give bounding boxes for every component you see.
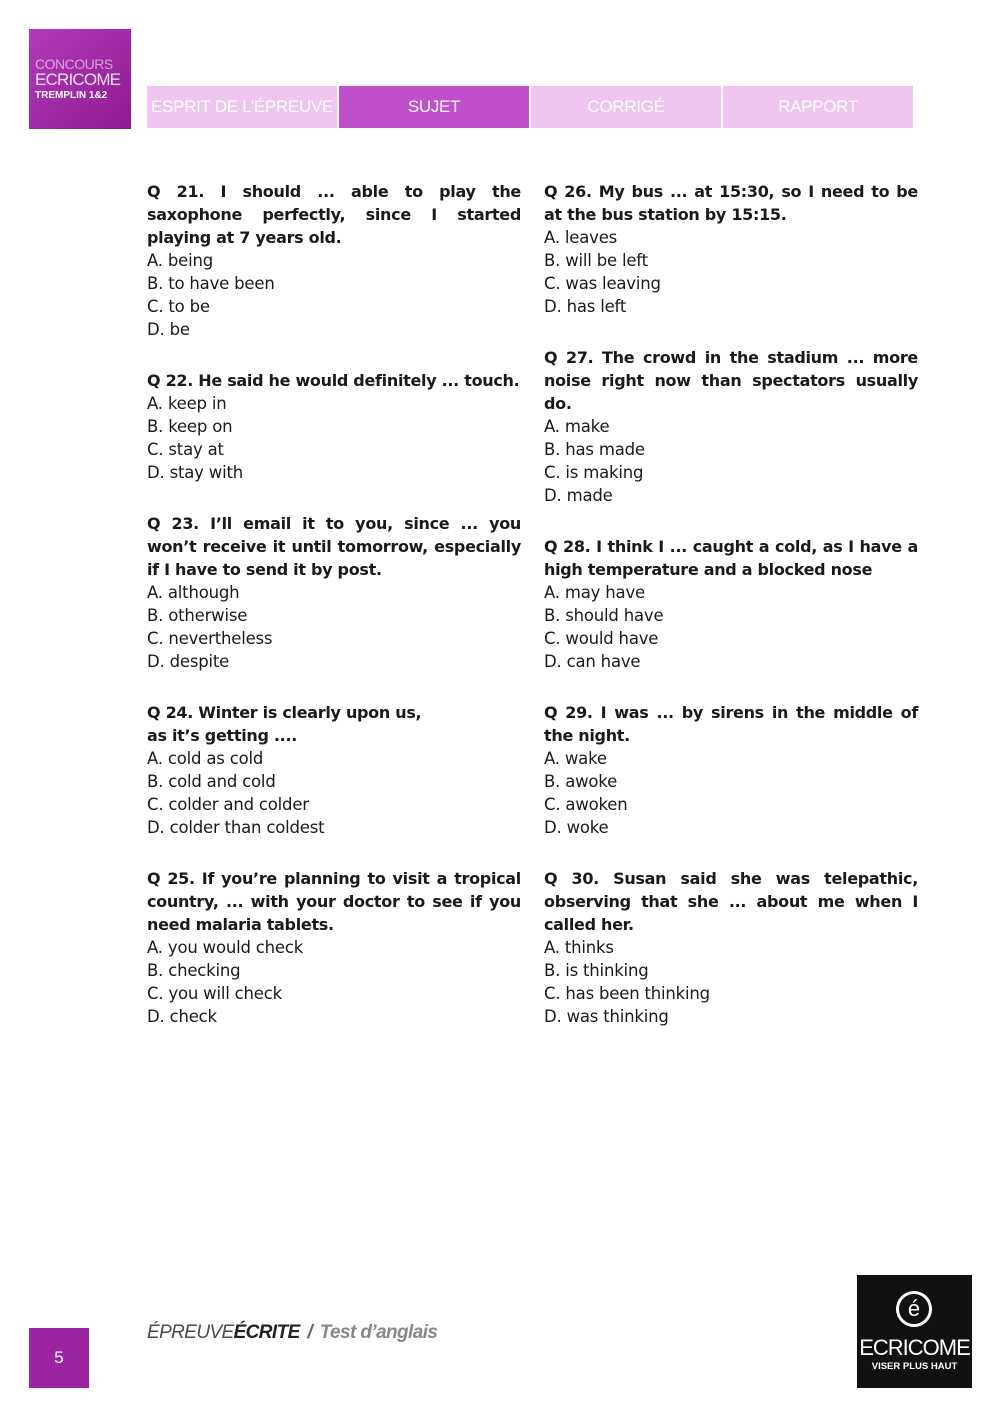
section-tabs (147, 86, 915, 128)
question-text: Q 26. My bus ... at 15:30, so I need to be at the bus station by 15:15. (544, 182, 918, 224)
tab-corrige[interactable]: CORRIGÉ (531, 86, 721, 128)
footer-title-ecrite: ÉCRITE (233, 1322, 300, 1343)
answer-option: D. woke (544, 818, 609, 837)
answer-option: B. to have been (147, 274, 275, 293)
answer-option: A. thinks (544, 938, 614, 957)
question-text: Q 22. He said he would definitely ... touch. (147, 371, 520, 390)
brand-line-tremplin: TREMPLIN 1&2 (35, 90, 108, 101)
answer-option: D. check (147, 1007, 217, 1026)
question-text: Q 28. I think I ... caught a cold, as I have a high temperature and a blocked nose (544, 537, 918, 579)
footer-title (147, 1322, 437, 1344)
question-text: Q 21. I should ... able to play the saxophone perfectly, since I started playing at 7 years old. (147, 182, 521, 247)
answer-option: C. stay at (147, 440, 224, 459)
ecricome-logo (857, 1275, 972, 1388)
answer-option: D. be (147, 320, 190, 339)
answer-option: A. cold as cold (147, 749, 264, 768)
answer-option: A. you would check (147, 938, 304, 957)
tab-rapport[interactable]: RAPPORT (723, 86, 913, 128)
answer-option: C. to be (147, 297, 210, 316)
question-block (147, 180, 521, 341)
answer-option: B. otherwise (147, 606, 248, 625)
question-block (544, 867, 918, 1028)
logo-e-icon: é (896, 1291, 932, 1327)
tab-esprit[interactable]: ESPRIT DE L’ÉPREUVE (147, 86, 337, 128)
answer-option: C. was leaving (544, 274, 661, 293)
answer-option: A. leaves (544, 228, 618, 247)
answer-option: B. awoke (544, 772, 618, 791)
answer-option: A. keep in (147, 394, 227, 413)
answer-option: A. although (147, 583, 240, 602)
answer-option: D. made (544, 486, 613, 505)
answer-option: A. wake (544, 749, 607, 768)
answer-option: D. stay with (147, 463, 243, 482)
question-text: Q 30. Susan said she was telepathic, observing that she ... about me when I called her. (544, 869, 918, 934)
answer-option: A. make (544, 417, 610, 436)
logo-tagline: VISER PLUS HAUT (871, 1361, 958, 1372)
answer-option: C. nevertheless (147, 629, 273, 648)
questions-left-column (147, 180, 521, 1056)
brand-line-ecricome: ECRICOME (35, 70, 121, 89)
answer-option: C. colder and colder (147, 795, 309, 814)
footer-title-subject: Test d’anglais (319, 1322, 438, 1343)
answer-option: B. is thinking (544, 961, 649, 980)
question-text: Q 23. I’ll email it to you, since ... you won’t receive it until tomorrow, especially if I have to send it by post. (147, 514, 521, 579)
question-block (544, 535, 918, 673)
question-block (544, 180, 918, 318)
question-block (544, 701, 918, 839)
question-text: Q 25. If you’re planning to visit a tropical country, ... with your doctor to see if you need malaria tablets. (147, 869, 521, 934)
answer-option: B. has made (544, 440, 645, 459)
question-block (147, 512, 521, 673)
footer-title-epreuve: ÉPREUVE (147, 1322, 234, 1343)
answer-option: C. has been thinking (544, 984, 710, 1003)
logo-name: ECRICOME (859, 1335, 970, 1360)
question-block (544, 346, 918, 507)
answer-option: A. may have (544, 583, 645, 602)
answer-option: C. you will check (147, 984, 282, 1003)
answer-option: D. has left (544, 297, 627, 316)
brand-line-concours: CONCOURS (35, 56, 113, 72)
question-text: Q 29. I was ... by sirens in the middle of the night. (544, 703, 918, 745)
answer-option: B. should have (544, 606, 664, 625)
answer-option: C. would have (544, 629, 659, 648)
answer-option: A. being (147, 251, 214, 270)
question-text: Q 27. The crowd in the stadium ... more noise right now than spectators usually do. (544, 348, 918, 413)
answer-option: B. cold and cold (147, 772, 276, 791)
question-block (147, 867, 521, 1028)
answer-option: D. colder than coldest (147, 818, 325, 837)
brand-logo-box (29, 29, 131, 129)
answer-option: D. was thinking (544, 1007, 669, 1026)
tab-sujet[interactable]: SUJET (339, 86, 529, 128)
page-number: 5 (29, 1328, 89, 1388)
question-block (147, 369, 521, 484)
footer-title-separator: / (307, 1322, 313, 1343)
answer-option: B. keep on (147, 417, 233, 436)
answer-option: B. checking (147, 961, 241, 980)
answer-option: B. will be left (544, 251, 648, 270)
answer-option: D. despite (147, 652, 230, 671)
answer-option: D. can have (544, 652, 641, 671)
answer-option: C. awoken (544, 795, 628, 814)
answer-option: C. is making (544, 463, 644, 482)
question-block (147, 701, 521, 839)
question-text: Q 24. Winter is clearly upon us, as it’s getting .... (147, 703, 422, 745)
questions-right-column (544, 180, 918, 1056)
